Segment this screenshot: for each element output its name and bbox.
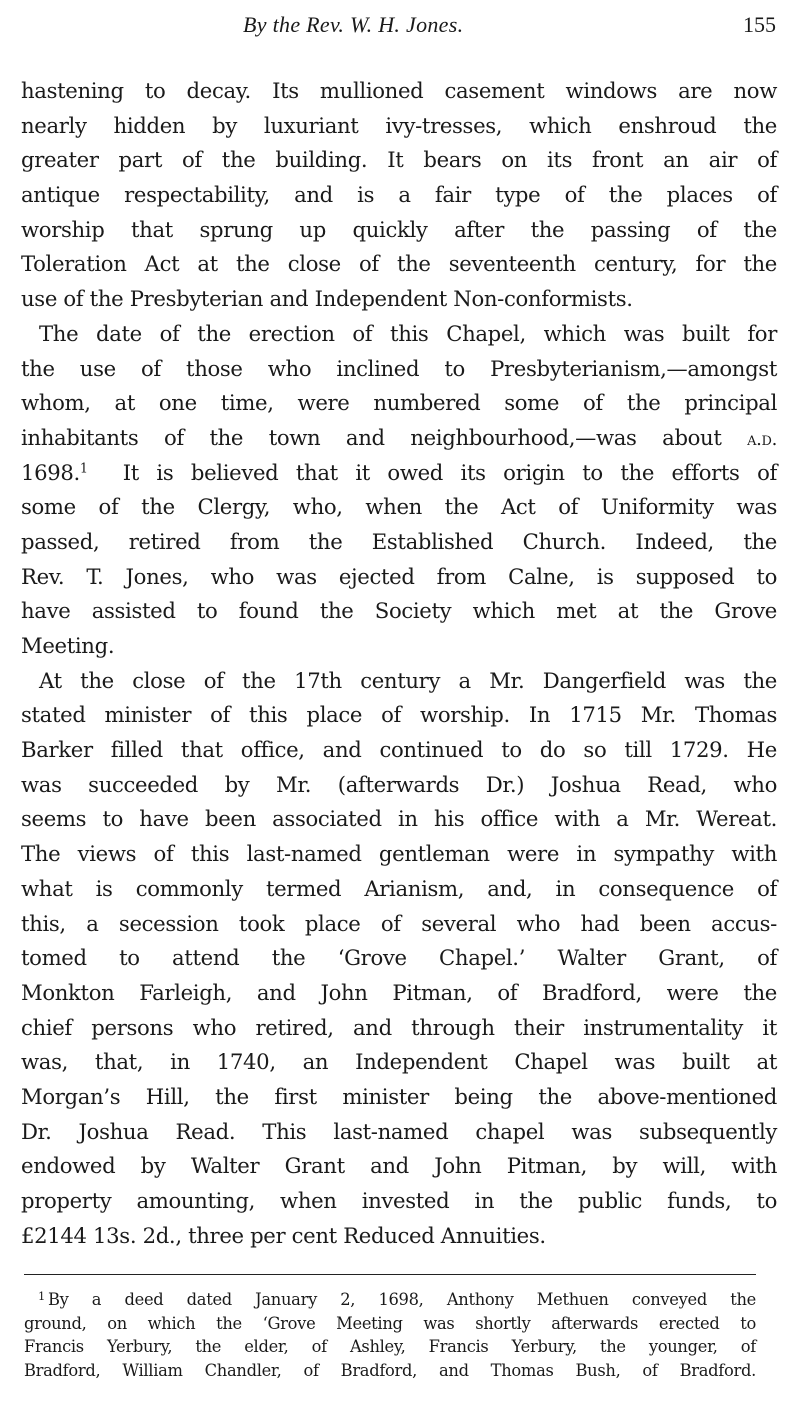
text-line: chief persons who retired, and through their instrumentality it (21, 1014, 777, 1040)
text-line: greater part of the building. It bears on its front an air of (21, 147, 777, 173)
text-line: was, that, in 1740, an Independent Chapel was built at (21, 1049, 777, 1075)
page-number: 155 (743, 12, 776, 37)
text-line: Monkton Farleigh, and John Pitman, of Bradford, were the (21, 979, 777, 1005)
text-line: property amounting, when invested in the public funds, to (21, 1188, 777, 1213)
text-line: use of the Presbyterian and Independent Non-conformists. (21, 286, 633, 312)
text-segment: It is believed that it owed its origin to the efforts of (87, 459, 777, 485)
running-head (0, 12, 800, 48)
text-line: Dr. Joshua Read. This last-named chapel was subsequently (21, 1118, 777, 1144)
text-line: The date of the erection of this Chapel, which was built for (39, 320, 777, 346)
text-line: this, a secession took place of several who had been accus- (21, 910, 777, 936)
text-line: have assisted to found the Society which met at the Grove (21, 598, 777, 624)
text-line: was succeeded by Mr. (afterwards Dr.) Joshua Read, who (21, 771, 777, 797)
text-line: Barker filled that office, and continued to do so till 1729. He (21, 737, 777, 763)
text-line: Rev. T. Jones, who was ejected from Calne, is supposed to (21, 563, 777, 589)
paragraph-2 (21, 317, 777, 664)
paragraph-3 (21, 664, 777, 1254)
text-line: The views of this last-named gentleman were in sympathy with (21, 841, 777, 867)
era-abbreviation: a.d. (747, 428, 777, 450)
text-line: tomed to attend the ‘Grove Chapel.’ Walter Grant, of (21, 945, 777, 971)
text-line: some of the Clergy, who, when the Act of Uniformity was (21, 494, 777, 520)
text-line (21, 456, 777, 491)
text-line: whom, at one time, were numbered some of the principal (21, 390, 777, 416)
text-line: worship that sprung up quickly after the passing of the (21, 216, 777, 242)
text-line: antique respectability, and is a fair type of the places of (21, 182, 777, 208)
text-line: nearly hidden by luxuriant ivy-tresses, which enshroud the (21, 112, 777, 138)
footnote-line: ground, on which the ‘Grove Meeting was shortly afterwards erected to (24, 1313, 756, 1333)
paragraph-1 (21, 74, 777, 317)
footnote-line: Francis Yerbury, the elder, of Ashley, Francis Yerbury, the younger, of (24, 1337, 756, 1356)
running-title: By the Rev. W. H. Jones. (243, 12, 464, 37)
footnote-divider (24, 1274, 756, 1275)
text-line: Toleration Act at the close of the seventeenth century, for the (21, 251, 777, 277)
text-segment: 1698. (21, 459, 80, 485)
text-line: Morgan’s Hill, the first minister being the above-mentioned (21, 1083, 777, 1109)
text-segment: By a deed dated January 2, 1698, Anthony Methuen conveyed the (47, 1290, 756, 1309)
body-text (21, 74, 777, 1253)
footnote-reference[interactable]: 1 (79, 459, 88, 475)
text-line: £2144 13s. 2d., three per cent Reduced Annuities. (21, 1222, 546, 1248)
text-line: hastening to decay. Its mullioned casement windows are now (21, 78, 777, 103)
text-line: seems to have been associated in his office with a Mr. Wereat. (21, 806, 777, 832)
text-line: endowed by Walter Grant and John Pitman, by will, with (21, 1153, 777, 1179)
footnotes (24, 1288, 756, 1382)
text-line (21, 421, 777, 456)
text-line: passed, retired from the Established Church. Indeed, the (21, 528, 777, 554)
text-segment: inhabitants of the town and neighbourhood,—was about (21, 424, 722, 450)
footnote-line: Bradford, William Chandler, of Bradford, and Thomas Bush, of Bradford. (24, 1360, 756, 1380)
footnote-mark: 1 (38, 1289, 45, 1304)
footnote-1 (24, 1288, 756, 1382)
text-line: At the close of the 17th century a Mr. Dangerfield was the (39, 667, 777, 693)
text-line: the use of those who inclined to Presbyterianism,—amongst (21, 355, 777, 381)
text-line: Meeting. (21, 633, 115, 658)
text-line: stated minister of this place of worship. In 1715 Mr. Thomas (21, 702, 777, 728)
footnote-line (24, 1288, 756, 1312)
text-line: what is commonly termed Arianism, and, in consequence of (21, 875, 777, 901)
